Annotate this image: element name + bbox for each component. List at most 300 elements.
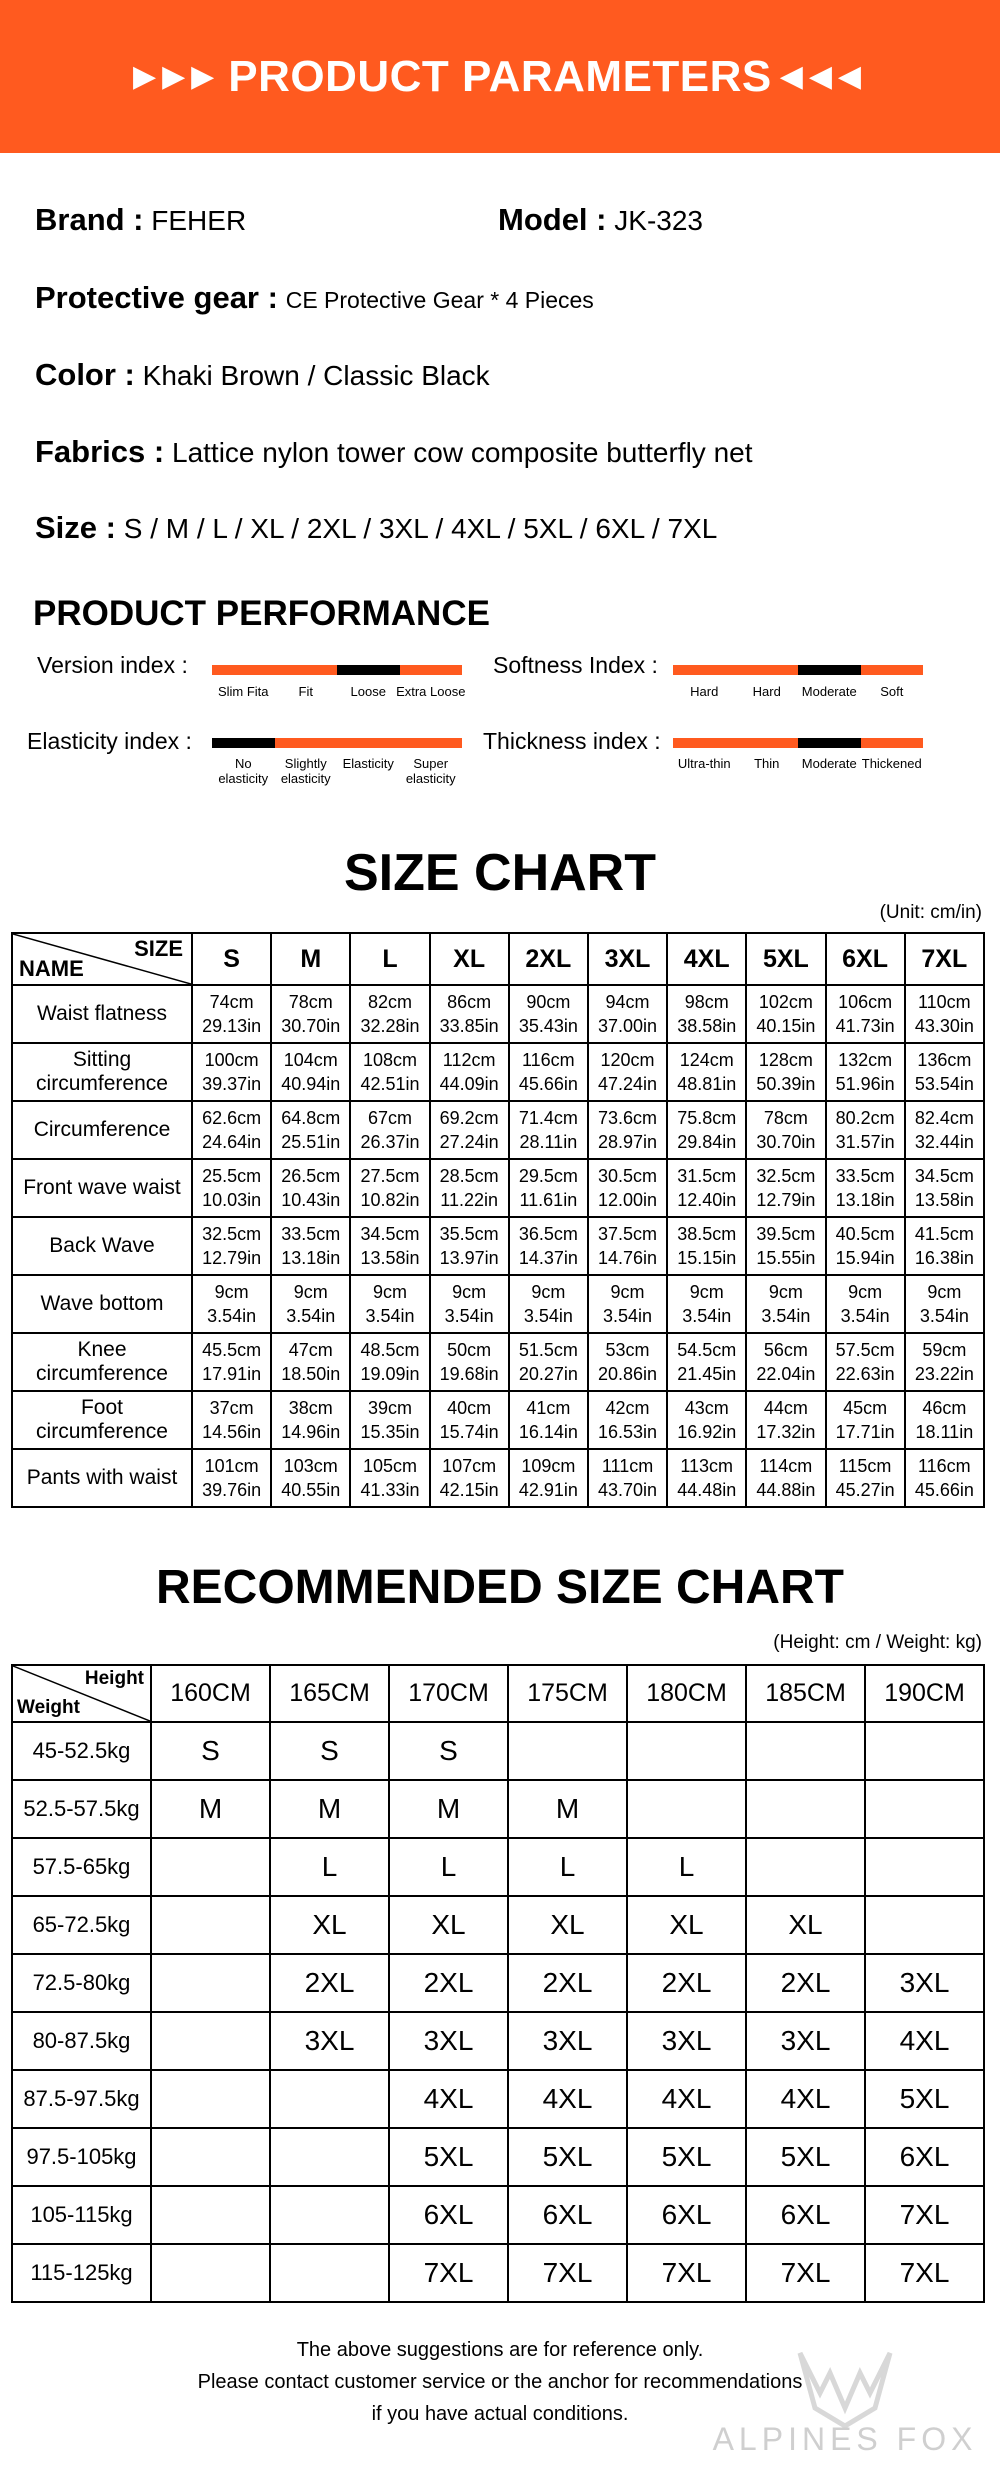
cm-value: 42cm [605,1398,650,1418]
in-value: 44.48in [677,1480,737,1500]
in-value: 3.54in [365,1306,415,1326]
in-value: 22.04in [756,1364,816,1384]
recommended-size-cell: 6XL [389,2186,508,2244]
recommended-size-cell: 5XL [746,2128,865,2186]
height-column-header: 165CM [270,1665,389,1722]
measurement-cell [192,1043,271,1101]
recommended-size-cell [865,1896,984,1954]
in-value: 14.56in [202,1422,262,1442]
bar-segment [275,665,338,675]
performance-tick-label: Thin [754,756,780,771]
in-value: 38.58in [677,1016,737,1036]
cm-value: 62.6cm [202,1108,262,1128]
in-value: 32.28in [360,1016,420,1036]
in-value: 29.13in [202,1016,262,1036]
performance-tick-label: Loose [350,684,386,699]
recommended-size-cell: M [389,1780,508,1838]
table-row [12,1101,984,1159]
in-value: 28.11in [519,1132,578,1152]
cm-value: 73.6cm [598,1108,658,1128]
recommended-size-cell: 6XL [865,2128,984,2186]
measurement-cell [192,1391,271,1449]
cm-value: 80.2cm [835,1108,895,1128]
measurement-cell [350,1449,429,1507]
cm-value: 43cm [684,1398,729,1418]
measurement-cell [192,1333,271,1391]
table-row [12,1722,984,1780]
measurement-cell [667,1449,746,1507]
weight-range: 52.5-57.5kg [12,1780,151,1838]
in-value: 15.94in [835,1248,895,1268]
measurement-name: Wave bottom [12,1275,192,1333]
in-value: 43.30in [914,1016,974,1036]
performance-tick-label: Slightly elasticity [280,756,331,786]
recommended-header-row [12,1665,984,1722]
cm-value: 116cm [521,1050,575,1070]
recommended-size-cell [746,1780,865,1838]
table-row [12,985,984,1043]
cm-value: 75.8cm [677,1108,737,1128]
cm-value: 107cm [442,1456,497,1476]
measurement-cell [430,1217,509,1275]
bar-segment-selected [798,738,861,748]
fabrics-value: Lattice nylon tower cow composite butterfly net [172,437,753,468]
recommended-size-cell [270,2128,389,2186]
performance-tick-label: Fit [298,684,313,699]
in-value: 13.97in [439,1248,499,1268]
fabrics-label: Fabrics : [35,434,165,469]
in-value: 45.66in [914,1480,974,1500]
corner-weight-label: Weight [17,1697,80,1718]
table-row [12,1954,984,2012]
color-row [35,357,490,393]
measurement-cell [271,1217,350,1275]
recommended-size-cell: M [151,1780,270,1838]
measurement-cell [588,1449,667,1507]
cm-value: 98cm [684,992,729,1012]
performance-index-label: Version index : [37,652,188,678]
recommended-size-cell: 6XL [508,2186,627,2244]
measurement-cell [667,985,746,1043]
weight-range: 115-125kg [12,2244,151,2302]
in-value: 16.92in [677,1422,737,1442]
measurement-cell [430,985,509,1043]
performance-tick-label: Super elasticity [405,756,456,786]
gear-row [35,280,594,316]
measurement-cell [905,1217,984,1275]
recommended-size-cell [627,1722,746,1780]
cm-value: 112cm [442,1050,496,1070]
cm-value: 100cm [204,1050,259,1070]
in-value: 42.15in [439,1480,499,1500]
measurement-cell [192,1449,271,1507]
recommended-size-cell: XL [508,1896,627,1954]
cm-value: 82.4cm [914,1108,974,1128]
measurement-cell [905,1449,984,1507]
in-value: 51.96in [835,1074,895,1094]
size-chart-title: SIZE CHART [344,844,656,902]
measurement-cell [905,985,984,1043]
recommended-size-cell: M [508,1780,627,1838]
recommended-size-cell: 7XL [746,2244,865,2302]
performance-index-bar [212,738,462,748]
measurement-cell [905,1101,984,1159]
cm-value: 102cm [758,992,813,1012]
in-value: 32.44in [914,1132,974,1152]
cm-value: 67cm [367,1108,412,1128]
cm-value: 27.5cm [360,1166,420,1186]
performance-index-bar [212,665,462,675]
cm-value: 90cm [526,992,571,1012]
performance-tick-label: Thickened [861,756,922,771]
color-label: Color : [35,357,135,392]
in-value: 53.54in [914,1074,974,1094]
recommended-size-cell [151,2012,270,2070]
in-value: 22.63in [835,1364,895,1384]
measurement-cell [746,1159,825,1217]
measurement-name: Knee circumference [12,1333,192,1391]
in-value: 25.51in [281,1132,341,1152]
in-value: 39.37in [202,1074,262,1094]
fox-logo-icon [790,2348,900,2428]
cm-value: 9cm [214,1282,249,1302]
cm-value: 56cm [763,1340,808,1360]
cm-value: 57.5cm [835,1340,895,1360]
in-value: 39.76in [202,1480,262,1500]
cm-value: 37cm [209,1398,254,1418]
in-value: 45.27in [835,1480,895,1500]
corner-size-label: SIZE [134,936,183,961]
in-value: 15.55in [756,1248,816,1268]
measurement-cell [271,1159,350,1217]
measurement-cell [826,1333,905,1391]
size-column-header: 6XL [826,933,905,985]
measurement-cell [588,1333,667,1391]
recommended-size-cell: 2XL [270,1954,389,2012]
table-row [12,1838,984,1896]
recommended-size-cell [270,2186,389,2244]
recommended-unit: (Height: cm / Weight: kg) [773,1632,982,1653]
performance-tick-label: Elasticity [342,756,394,771]
cm-value: 69.2cm [439,1108,499,1128]
model-label: Model : [498,202,607,237]
measurement-cell [588,1043,667,1101]
measurement-cell [826,1449,905,1507]
in-value: 19.09in [360,1364,420,1384]
in-value: 31.57in [835,1132,895,1152]
cm-value: 78cm [288,992,333,1012]
in-value: 44.88in [756,1480,816,1500]
measurement-cell [746,1043,825,1101]
height-column-header: 170CM [389,1665,508,1722]
bar-segment [400,738,463,748]
size-column-header: 5XL [746,933,825,985]
measurement-cell [509,1043,588,1101]
arrow-left-icons: ◀◀◀ [779,60,867,93]
recommended-size-cell: 4XL [389,2070,508,2128]
size-chart-header-row [12,933,984,985]
bar-segment [736,665,799,675]
model-value: JK-323 [614,205,703,236]
size-column-header: 4XL [667,933,746,985]
in-value: 44.09in [439,1074,499,1094]
cm-value: 33.5cm [835,1166,895,1186]
brand-value: FEHER [151,205,247,236]
performance-tick-label: No elasticity [218,756,269,786]
measurement-cell [430,1101,509,1159]
recommended-size-cell: 6XL [627,2186,746,2244]
in-value: 16.53in [598,1422,658,1442]
measurement-name: Front wave waist [12,1159,192,1217]
bar-segment-selected [337,665,400,675]
measurement-name: Pants with waist [12,1449,192,1507]
recommended-size-cell: 7XL [865,2186,984,2244]
recommended-size-cell [151,2186,270,2244]
recommended-size-cell: 3XL [389,2012,508,2070]
recommended-size-cell: 3XL [270,2012,389,2070]
cm-value: 113cm [680,1456,734,1476]
note-line: if you have actual conditions. [371,2403,629,2425]
size-column-header: L [350,933,429,985]
height-column-header: 175CM [508,1665,627,1722]
in-value: 47.24in [598,1074,658,1094]
recommended-title: RECOMMENDED SIZE CHART [155,1561,844,1614]
cm-value: 39cm [367,1398,412,1418]
in-value: 3.54in [761,1306,811,1326]
watermark-text: ALPINES FOX [712,2421,978,2457]
cm-value: 128cm [758,1050,813,1070]
measurement-cell [826,1391,905,1449]
table-row [12,1333,984,1391]
recommended-size-cell: 2XL [746,1954,865,2012]
cm-value: 9cm [293,1282,328,1302]
measurement-cell [667,1101,746,1159]
recommended-size-cell [627,1780,746,1838]
cm-value: 103cm [283,1456,338,1476]
bar-segment [275,738,338,748]
cm-value: 120cm [600,1050,655,1070]
measurement-cell [350,1333,429,1391]
measurement-cell [826,985,905,1043]
cm-value: 32.5cm [202,1224,262,1244]
recommended-size-cell: L [270,1838,389,1896]
measurement-cell [746,1449,825,1507]
bar-segment [337,738,400,748]
measurement-cell [905,1043,984,1101]
measurement-cell [905,1333,984,1391]
weight-range: 80-87.5kg [12,2012,151,2070]
cm-value: 30.5cm [598,1166,658,1186]
measurement-cell [271,1391,350,1449]
weight-range: 57.5-65kg [12,1838,151,1896]
recommended-size-cell [865,1780,984,1838]
in-value: 3.54in [523,1306,573,1326]
measurement-cell [509,1159,588,1217]
recommended-size-cell [270,2244,389,2302]
in-value: 13.18in [281,1248,341,1268]
performance-tick-label: Moderate [801,756,857,771]
table-row [12,1391,984,1449]
cm-value: 9cm [610,1282,645,1302]
recommended-size-cell [746,1838,865,1896]
performance-tick-label: Moderate [801,684,857,699]
in-value: 16.38in [914,1248,974,1268]
recommended-size-cell [151,2244,270,2302]
in-value: 11.61in [519,1190,578,1210]
recommended-size-cell [151,2128,270,2186]
cm-value: 86cm [447,992,492,1012]
recommended-size-cell: 7XL [627,2244,746,2302]
recommended-size-cell: 7XL [389,2244,508,2302]
recommended-size-cell: XL [270,1896,389,1954]
size-row [35,510,717,546]
cm-value: 40cm [447,1398,492,1418]
bar-segment-selected [798,665,861,675]
in-value: 12.79in [756,1190,816,1210]
in-value: 13.58in [914,1190,974,1210]
cm-value: 106cm [838,992,893,1012]
in-value: 18.11in [915,1422,974,1442]
performance-title: PRODUCT PERFORMANCE [33,594,490,633]
measurement-cell [667,1043,746,1101]
in-value: 28.97in [598,1132,658,1152]
cm-value: 94cm [605,992,650,1012]
measurement-cell [509,1333,588,1391]
measurement-cell [746,1217,825,1275]
in-value: 26.37in [360,1132,420,1152]
recommended-size-cell: S [151,1722,270,1780]
cm-value: 47cm [288,1340,333,1360]
recommended-size-cell: XL [389,1896,508,1954]
table-row [12,2070,984,2128]
measurement-cell [905,1159,984,1217]
in-value: 3.54in [444,1306,494,1326]
bar-segment [212,665,275,675]
table-row [12,2186,984,2244]
cm-value: 101cm [204,1456,259,1476]
model-row [498,202,703,238]
measurement-cell [350,1391,429,1449]
cm-value: 115cm [838,1456,892,1476]
brand-label: Brand : [35,202,144,237]
measurement-cell [667,1333,746,1391]
in-value: 48.81in [677,1074,737,1094]
measurement-cell [826,1159,905,1217]
recommended-size-cell: 5XL [627,2128,746,2186]
measurement-cell [509,1275,588,1333]
measurement-cell [430,1333,509,1391]
measurement-cell [509,1217,588,1275]
cm-value: 46cm [922,1398,967,1418]
measurement-cell [746,1101,825,1159]
measurement-cell [905,1275,984,1333]
cm-value: 34.5cm [360,1224,420,1244]
measurement-cell [430,1159,509,1217]
in-value: 18.50in [281,1364,341,1384]
recommended-size-cell: 2XL [389,1954,508,2012]
size-chart-unit: (Unit: cm/in) [879,902,982,923]
table-row [12,1780,984,1838]
size-column-header: XL [430,933,509,985]
cm-value: 136cm [917,1050,972,1070]
cm-value: 39.5cm [756,1224,816,1244]
measurement-cell [746,985,825,1043]
measurement-cell [588,985,667,1043]
measurement-cell [826,1101,905,1159]
recommended-size-cell: 4XL [746,2070,865,2128]
in-value: 14.37in [518,1248,578,1268]
brand-row [35,202,246,238]
gear-label: Protective gear : [35,280,278,315]
measurement-name: Waist flatness [12,985,192,1043]
cm-value: 41.5cm [914,1224,974,1244]
bar-segment [736,738,799,748]
measurement-cell [271,985,350,1043]
measurement-cell [667,1159,746,1217]
recommended-size-cell: 2XL [627,1954,746,2012]
in-value: 21.45in [677,1364,737,1384]
measurement-cell [905,1391,984,1449]
in-value: 10.43in [281,1190,341,1210]
measurement-cell [667,1275,746,1333]
measurement-cell [509,1391,588,1449]
table-row [12,1217,984,1275]
recommended-size-cell: 3XL [746,2012,865,2070]
size-value: S / M / L / XL / 2XL / 3XL / 4XL / 5XL / 6XL / 7XL [123,513,718,544]
performance-tick-label: Extra Loose [396,684,466,699]
in-value: 3.54in [286,1306,336,1326]
measurement-cell [350,1101,429,1159]
measurement-cell [350,1159,429,1217]
recommended-size-cell: 7XL [508,2244,627,2302]
cm-value: 104cm [283,1050,338,1070]
recommended-size-cell: 3XL [627,2012,746,2070]
cm-value: 9cm [927,1282,962,1302]
table-row [12,1043,984,1101]
gear-value: CE Protective Gear * 4 Pieces [285,287,594,313]
page-title: PRODUCT PARAMETERS [228,51,772,101]
cm-value: 38.5cm [677,1224,737,1244]
recommended-size-cell: 5XL [865,2070,984,2128]
cm-value: 9cm [768,1282,803,1302]
measurement-cell [192,1159,271,1217]
performance-tick-label: Ultra-thin [677,756,731,771]
cm-value: 37.5cm [598,1224,658,1244]
in-value: 16.14in [518,1422,578,1442]
measurement-cell [192,985,271,1043]
in-value: 30.70in [281,1016,341,1036]
in-value: 10.03in [202,1190,262,1210]
performance-tick-label: Soft [880,684,904,699]
recommended-size-cell: 4XL [865,2012,984,2070]
in-value: 20.27in [518,1364,578,1384]
in-value: 30.70in [756,1132,816,1152]
cm-value: 44cm [763,1398,808,1418]
measurement-cell [746,1333,825,1391]
recommended-size-cell [151,2070,270,2128]
table-row [12,2012,984,2070]
cm-value: 59cm [922,1340,967,1360]
performance-index-label: Thickness index : [483,728,661,754]
table-row [12,1159,984,1217]
cm-value: 28.5cm [439,1166,499,1186]
measurement-cell [588,1217,667,1275]
size-name-corner [12,933,192,985]
weight-range: 105-115kg [12,2186,151,2244]
recommended-size-cell: 4XL [508,2070,627,2128]
in-value: 3.54in [207,1306,257,1326]
weight-range: 87.5-97.5kg [12,2070,151,2128]
